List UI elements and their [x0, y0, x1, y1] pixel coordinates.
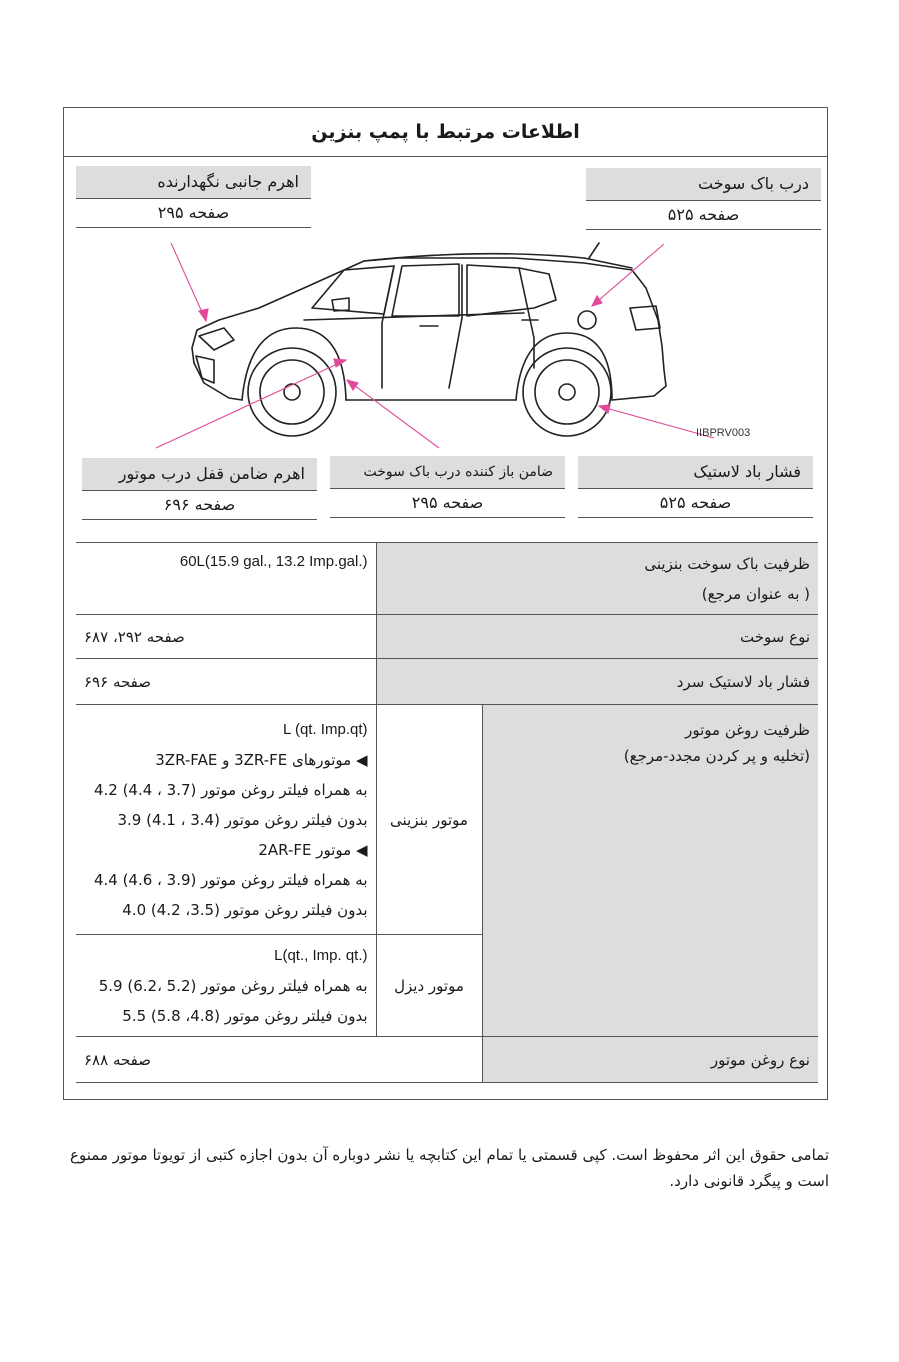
callout-label: درب باک سوخت: [586, 168, 821, 201]
info-panel: [63, 107, 828, 1100]
callout-page: صفحه ۵۲۵: [578, 489, 813, 518]
fuel-type-value: صفحه ۲۹۲، ۶۸۷: [76, 615, 376, 659]
cold-tire-pressure-label: فشار باد لاستیک سرد: [376, 659, 818, 705]
spec-table: [76, 542, 818, 1083]
table-row: [76, 705, 818, 935]
table-row: [76, 659, 818, 705]
diesel-engine-label: موتور دیزل: [376, 935, 482, 1037]
table-row: [76, 1037, 818, 1083]
callout-hood-support: [76, 166, 311, 228]
oil-type-label: نوع روغن موتور: [482, 1037, 818, 1083]
image-code: IIBPRV003: [696, 427, 751, 439]
fuel-type-label: نوع سوخت: [376, 615, 818, 659]
copyright-notice: تمامی حقوق این اثر محفوظ است. کپی قسمتی یا تمام این کتابچه یا نشر دوباره آن بدون اجازه کتبی از تویوتا موتور ممنوع است و پیگرد قانونی دارد.: [70, 1146, 829, 1190]
callout-label: اهرم جانبی نگهدارنده: [76, 166, 311, 199]
page-title: اطلاعات مرتبط با پمپ بنزین: [64, 108, 827, 157]
oil-capacity-label: ظرفیت روغن موتور (تخلیه و پر کردن مجدد-مرجع): [482, 705, 818, 1037]
tank-capacity-value: 60L(15.9 gal., 13.2 Imp.gal.): [76, 543, 376, 615]
gasoline-oil-values: L (qt. Imp.qt) ◀ موتورهای 3ZR-FE و 3ZR-FAE به همراه فیلتر روغن موتور (3.7 ، 4.4) 4.2 بدون فیلتر روغن موتور (3.4 ، 4.1) 3.9 ◀ موتور 2AR-FE به همراه فیلتر روغن موتور (3.9 ، 4.6) 4.4 بدون فیلتر روغن موتور (3.5، 4.2) 4.0: [76, 705, 376, 935]
cold-tire-pressure-value: صفحه ۶۹۶: [76, 659, 376, 705]
callout-page: صفحه ۵۲۵: [586, 201, 821, 230]
tank-capacity-label: ظرفیت باک سوخت بنزینی ( به عنوان مرجع): [376, 543, 818, 615]
callout-tire-pressure: [578, 456, 813, 518]
callout-label: اهرم ضامن قفل درب موتور: [82, 458, 317, 491]
callout-page: صفحه ۲۹۵: [330, 489, 565, 518]
oil-type-value: صفحه ۶۸۸: [76, 1037, 482, 1083]
callout-label: فشار باد لاستیک: [578, 456, 813, 489]
callout-page: صفحه ۲۹۵: [76, 199, 311, 228]
gasoline-engine-label: موتور بنزینی: [376, 705, 482, 935]
table-row: [76, 543, 818, 615]
callout-page: صفحه ۶۹۶: [82, 491, 317, 520]
diesel-oil-values: L(qt., Imp. qt.) به همراه فیلتر روغن موتور (5.2 ،6.2) 5.9 بدون فیلتر روغن موتور (4.8، 5.8) 5.5: [76, 935, 376, 1037]
callout-label: ضامن باز کننده درب باک سوخت: [330, 456, 565, 489]
callout-hood-lock-release: [82, 458, 317, 520]
callout-fuel-door-opener: [330, 456, 565, 518]
callout-fuel-door: [586, 168, 821, 230]
table-row: [76, 615, 818, 659]
